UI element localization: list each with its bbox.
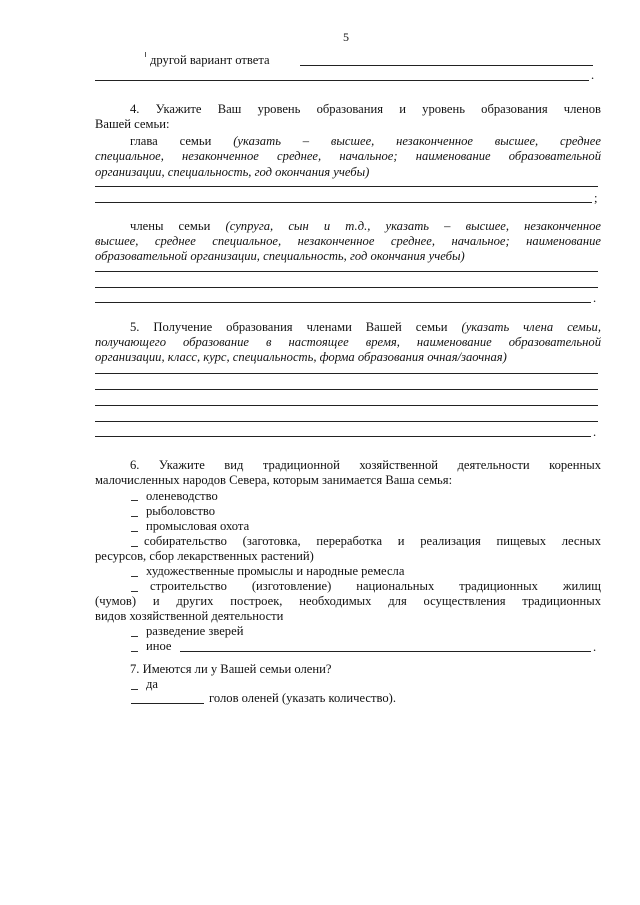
option-hunting: промысловая охота: [146, 519, 250, 533]
q4-end-dot: .: [593, 291, 597, 305]
q5-answer-line-1[interactable]: [95, 373, 598, 374]
q4-members-note-1: (супруга, сын и т.д., указать – высшее, незаконченное: [225, 219, 602, 233]
q4-head-answer-line-2[interactable]: [95, 202, 592, 203]
q5-lead: 5. Получение образования членами Вашей семьи: [130, 320, 448, 334]
option-other: иное: [146, 639, 172, 653]
q5-answer-line-2[interactable]: [95, 389, 598, 390]
option-fishing: рыболовство: [146, 504, 216, 518]
option-building-line-3: видов хозяйственной деятельности: [95, 609, 284, 623]
reindeer-count-label: голов оленей (указать количество).: [209, 691, 396, 705]
q4-head-note-2: специальное, незаконченное среднее, начальное; наименование образовательной: [95, 149, 601, 163]
q4-members-answer-line-1[interactable]: [95, 271, 598, 272]
q4-members-note-2: высшее, среднее специальное, незаконченное среднее, начальное; наименование: [95, 234, 601, 248]
checkbox-reindeer[interactable]: [131, 500, 138, 501]
checkbox-breeding[interactable]: [131, 636, 138, 637]
q4-question-line-2: Вашей семьи:: [95, 117, 170, 131]
q4-question-line-1: 4. Укажите Ваш уровень образования и уровень образования членов: [130, 102, 601, 116]
q4-head-line-1: [130, 133, 601, 149]
option-breeding: разведение зверей: [146, 624, 244, 638]
option-yes: да: [146, 677, 158, 691]
q7-question: 7. Имеются ли у Вашей семьи олени?: [130, 662, 332, 676]
q6-end-dot: .: [593, 640, 597, 654]
checkbox-yes[interactable]: [131, 689, 138, 690]
checkbox-gathering[interactable]: [131, 546, 138, 547]
q4-head-note-3: организации, специальность, год окончания учебы): [95, 165, 370, 179]
other-answer-label: другой вариант ответа: [150, 53, 270, 67]
reindeer-count-field[interactable]: [131, 703, 204, 704]
q5-question-line-1: [130, 319, 601, 335]
option-building-line-2: (чумов) и других построек, необходимых для осуществления традиционных: [95, 594, 601, 608]
q4-members-label: члены семьи: [130, 219, 211, 233]
q6-question-line-2: малочисленных народов Севера, которым занимается Ваша семья:: [95, 473, 453, 487]
end-dot: .: [591, 68, 595, 82]
other-answer-field[interactable]: [300, 65, 593, 66]
q6-question-line-1: 6. Укажите вид традиционной хозяйственной деятельности коренных: [130, 458, 601, 472]
q5-note-1: (указать члена семьи,: [461, 320, 601, 334]
checkbox-other[interactable]: [131, 651, 138, 652]
q5-answer-line-3[interactable]: [95, 405, 598, 406]
other-answer-field-line-2[interactable]: [95, 80, 589, 81]
checkbox-building[interactable]: [131, 591, 138, 592]
q5-answer-line-5[interactable]: [95, 436, 591, 437]
option-building-line-1: строительство (изготовление) национальных традиционных жилищ: [150, 579, 601, 593]
q4-members-answer-line-3[interactable]: [95, 302, 591, 303]
q4-members-answer-line-2[interactable]: [95, 287, 598, 288]
q5-note-3: организации, класс, курс, специальность, форма образования очная/заочная): [95, 350, 507, 364]
checkbox-crafts[interactable]: [131, 576, 138, 577]
checkbox-fishing[interactable]: [131, 516, 138, 517]
q5-answer-line-4[interactable]: [95, 421, 598, 422]
q4-semicolon: ;: [594, 191, 598, 205]
q5-note-2: получающего образование в настоящее время, наименование образовательной: [95, 335, 601, 349]
q4-members-line-1: [130, 218, 601, 234]
q5-end-dot: .: [593, 425, 597, 439]
option-reindeer: оленеводство: [146, 489, 218, 503]
option-crafts: художественные промыслы и народные ремесла: [146, 564, 405, 578]
q4-members-note-3: образовательной организации, специальность, год окончания учебы): [95, 249, 465, 263]
option-gathering-line-1: собирательство (заготовка, переработка и реализация пищевых лесных: [144, 534, 601, 548]
q6-other-field[interactable]: [180, 651, 591, 652]
q4-head-answer-line-1[interactable]: [95, 186, 598, 187]
page-number: 5: [343, 30, 349, 44]
checkbox-other-answer[interactable]: [145, 52, 146, 57]
checkbox-hunting[interactable]: [131, 531, 138, 532]
q4-head-label: глава семьи: [130, 134, 212, 148]
option-gathering-line-2: ресурсов, сбор лекарственных растений): [95, 549, 314, 563]
q4-head-note-1: (указать – высшее, незаконченное высшее, среднее: [233, 134, 601, 148]
